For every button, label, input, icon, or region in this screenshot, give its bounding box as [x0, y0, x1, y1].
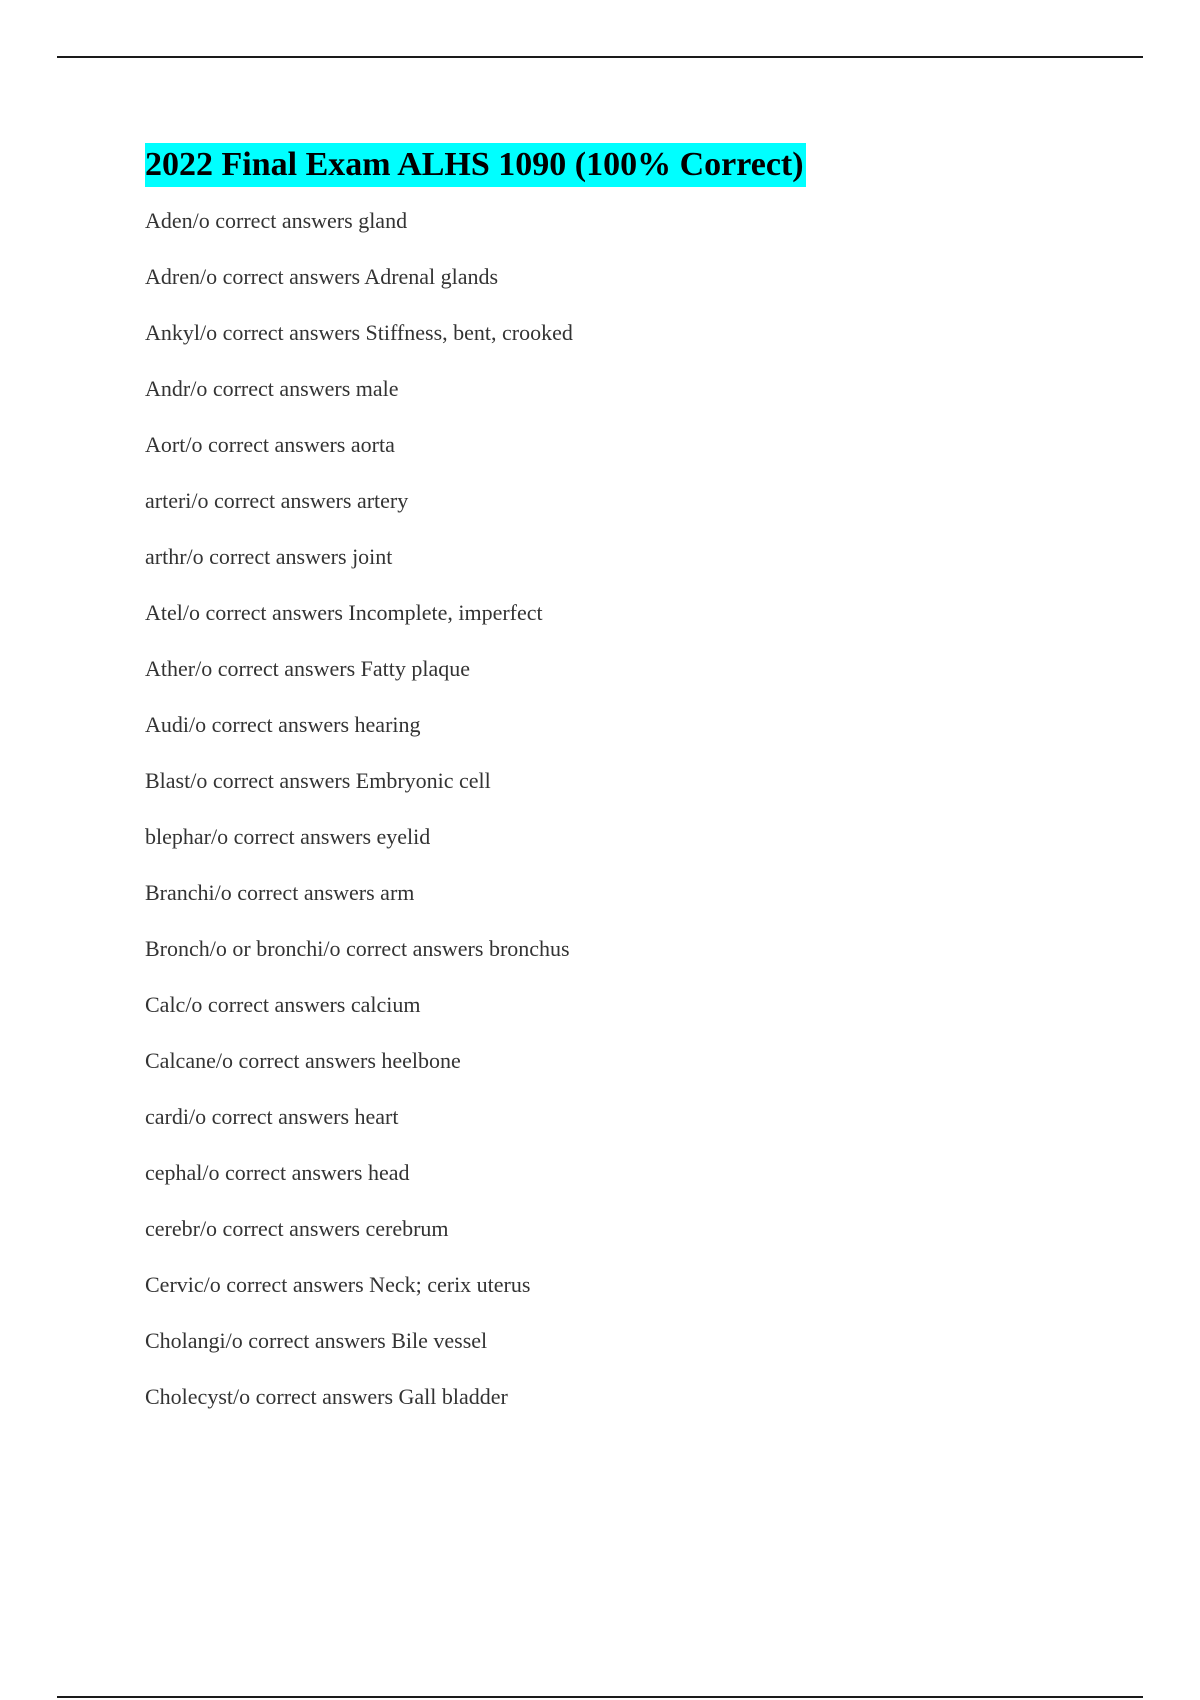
header-rule — [57, 56, 1143, 58]
list-item — [145, 823, 1145, 851]
document-title: 2022 Final Exam ALHS 1090 (100% Correct) — [145, 143, 806, 187]
term-entry: cardi/o correct answers heart — [145, 1104, 399, 1129]
list-item — [145, 1327, 1145, 1355]
document-body — [145, 143, 1145, 1439]
term-entry: Branchi/o correct answers arm — [145, 880, 415, 905]
list-item — [145, 991, 1145, 1019]
term-entry: Ather/o correct answers Fatty plaque — [145, 656, 470, 681]
term-entry: Blast/o correct answers Embryonic cell — [145, 768, 491, 793]
list-item — [145, 1271, 1145, 1299]
list-item — [145, 207, 1145, 235]
term-entry: Atel/o correct answers Incomplete, imperfect — [145, 600, 543, 625]
list-item — [145, 599, 1145, 627]
list-item — [145, 1159, 1145, 1187]
term-entry: blephar/o correct answers eyelid — [145, 824, 431, 849]
term-entry: arteri/o correct answers artery — [145, 488, 409, 513]
list-item — [145, 431, 1145, 459]
list-item — [145, 767, 1145, 795]
term-entry: cephal/o correct answers head — [145, 1160, 410, 1185]
term-entry: Calc/o correct answers calcium — [145, 992, 421, 1017]
list-item — [145, 543, 1145, 571]
term-entry: Cholangi/o correct answers Bile vessel — [145, 1328, 488, 1353]
footer-rule — [57, 1696, 1143, 1698]
list-item — [145, 375, 1145, 403]
term-entry: cerebr/o correct answers cerebrum — [145, 1216, 449, 1241]
list-item — [145, 879, 1145, 907]
term-entry: Aden/o correct answers gland — [145, 208, 408, 233]
term-entry: Adren/o correct answers Adrenal glands — [145, 264, 499, 289]
list-item — [145, 1047, 1145, 1075]
list-item — [145, 263, 1145, 291]
term-entry: Audi/o correct answers hearing — [145, 712, 421, 737]
term-entry: Ankyl/o correct answers Stiffness, bent, crooked — [145, 320, 573, 345]
list-item — [145, 487, 1145, 515]
list-item — [145, 935, 1145, 963]
list-item — [145, 1383, 1145, 1411]
list-item — [145, 1215, 1145, 1243]
term-entry: arthr/o correct answers joint — [145, 544, 393, 569]
term-entry: Cervic/o correct answers Neck; cerix uterus — [145, 1272, 531, 1297]
list-item — [145, 1103, 1145, 1131]
term-entry: Andr/o correct answers male — [145, 376, 399, 401]
list-item — [145, 711, 1145, 739]
term-entry: Bronch/o or bronchi/o correct answers bronchus — [145, 936, 570, 961]
term-entry: Cholecyst/o correct answers Gall bladder — [145, 1384, 508, 1409]
list-item — [145, 655, 1145, 683]
term-entry: Calcane/o correct answers heelbone — [145, 1048, 461, 1073]
list-item — [145, 319, 1145, 347]
term-list — [145, 207, 1145, 1411]
term-entry: Aort/o correct answers aorta — [145, 432, 395, 457]
